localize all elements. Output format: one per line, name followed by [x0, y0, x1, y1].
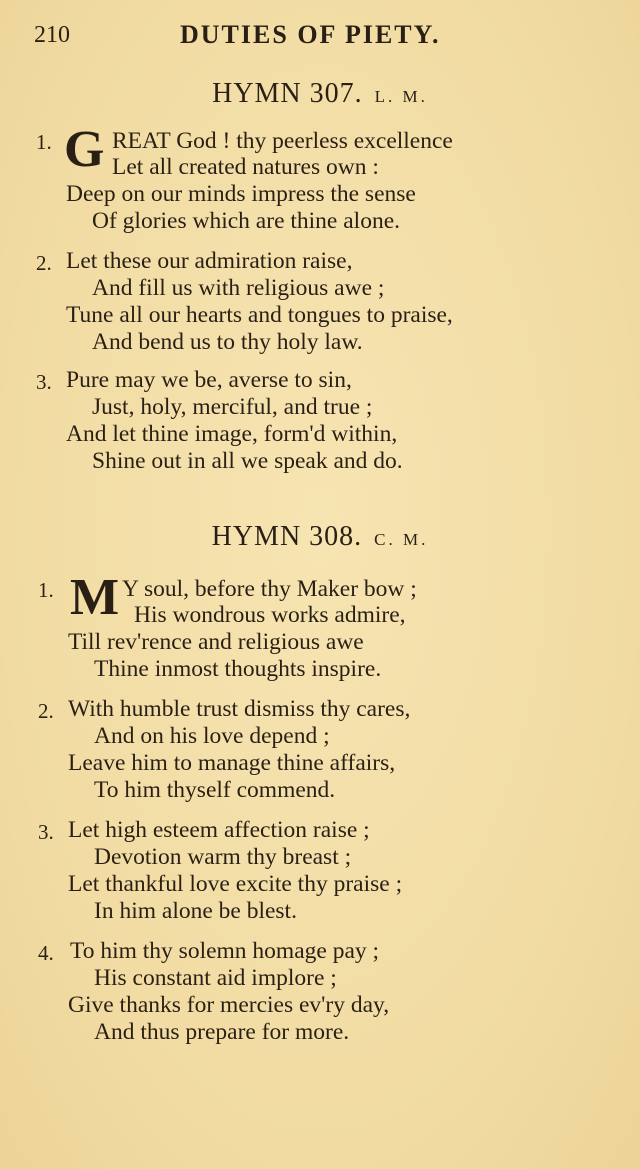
stanza-number: 3.: [36, 370, 52, 394]
verse-line: Y soul, before thy Maker bow ;: [122, 576, 417, 602]
hymn-title: HYMN 308.: [211, 521, 363, 552]
verse-line: Give thanks for mercies ev'ry day,: [68, 992, 390, 1018]
page-number: 210: [34, 22, 70, 48]
hymn-308-heading: [0, 521, 640, 553]
verse-line: REAT God ! thy peerless excellence: [112, 128, 453, 154]
verse-line: Let these our admiration raise,: [66, 248, 353, 274]
verse-line: And let thine image, form'd within,: [66, 421, 398, 447]
stanza-number: 2.: [36, 251, 52, 275]
verse-line: Tune all our hearts and tongues to praise,: [66, 302, 453, 328]
hymn-meter: C. M.: [374, 530, 429, 549]
stanza-number: 4.: [38, 941, 54, 965]
verse-line: Let thankful love excite thy praise ;: [68, 871, 403, 897]
verse-line: To him thy solemn homage pay ;: [70, 938, 380, 964]
drop-cap: M: [70, 569, 120, 626]
verse-line: Devotion warm thy breast ;: [94, 844, 352, 870]
verse-line: And thus prepare for more.: [94, 1019, 350, 1045]
running-head: [0, 18, 640, 52]
stanza-number: 2.: [38, 699, 54, 723]
stanza-number: 3.: [38, 820, 54, 844]
verse-line: Let high esteem affection raise ;: [68, 817, 370, 843]
verse-line: Till rev'rence and religious awe: [68, 629, 364, 655]
verse-line: Just, holy, merciful, and true ;: [92, 394, 373, 420]
verse-line: And bend us to thy holy law.: [92, 329, 363, 355]
verse-line: To him thyself commend.: [94, 777, 336, 803]
verse-line: With humble trust dismiss thy cares,: [68, 696, 411, 722]
verse-line: Let all created natures own :: [112, 154, 379, 180]
drop-cap: G: [64, 121, 105, 178]
verse-line: His wondrous works admire,: [134, 602, 406, 628]
verse-line: Shine out in all we speak and do.: [92, 448, 403, 474]
stanza-number: 1.: [38, 578, 54, 602]
running-title: DUTIES OF PIETY.: [180, 20, 441, 49]
verse-line: And on his love depend ;: [94, 723, 330, 749]
hymn-meter: L. M.: [374, 87, 428, 106]
verse-line: Leave him to manage thine affairs,: [68, 750, 396, 776]
hymn-title: HYMN 307.: [212, 78, 363, 109]
stanza-number: 1.: [36, 130, 52, 154]
verse-line: And fill us with religious awe ;: [92, 275, 385, 301]
verse-line: Thine inmost thoughts inspire.: [94, 656, 382, 682]
verse-line: His constant aid implore ;: [94, 965, 337, 991]
verse-line: In him alone be blest.: [94, 898, 297, 924]
verse-line: Of glories which are thine alone.: [92, 208, 401, 234]
verse-line: Deep on our minds impress the sense: [66, 181, 416, 207]
hymn-307-heading: [0, 78, 640, 110]
verse-line: Pure may we be, averse to sin,: [66, 367, 352, 393]
